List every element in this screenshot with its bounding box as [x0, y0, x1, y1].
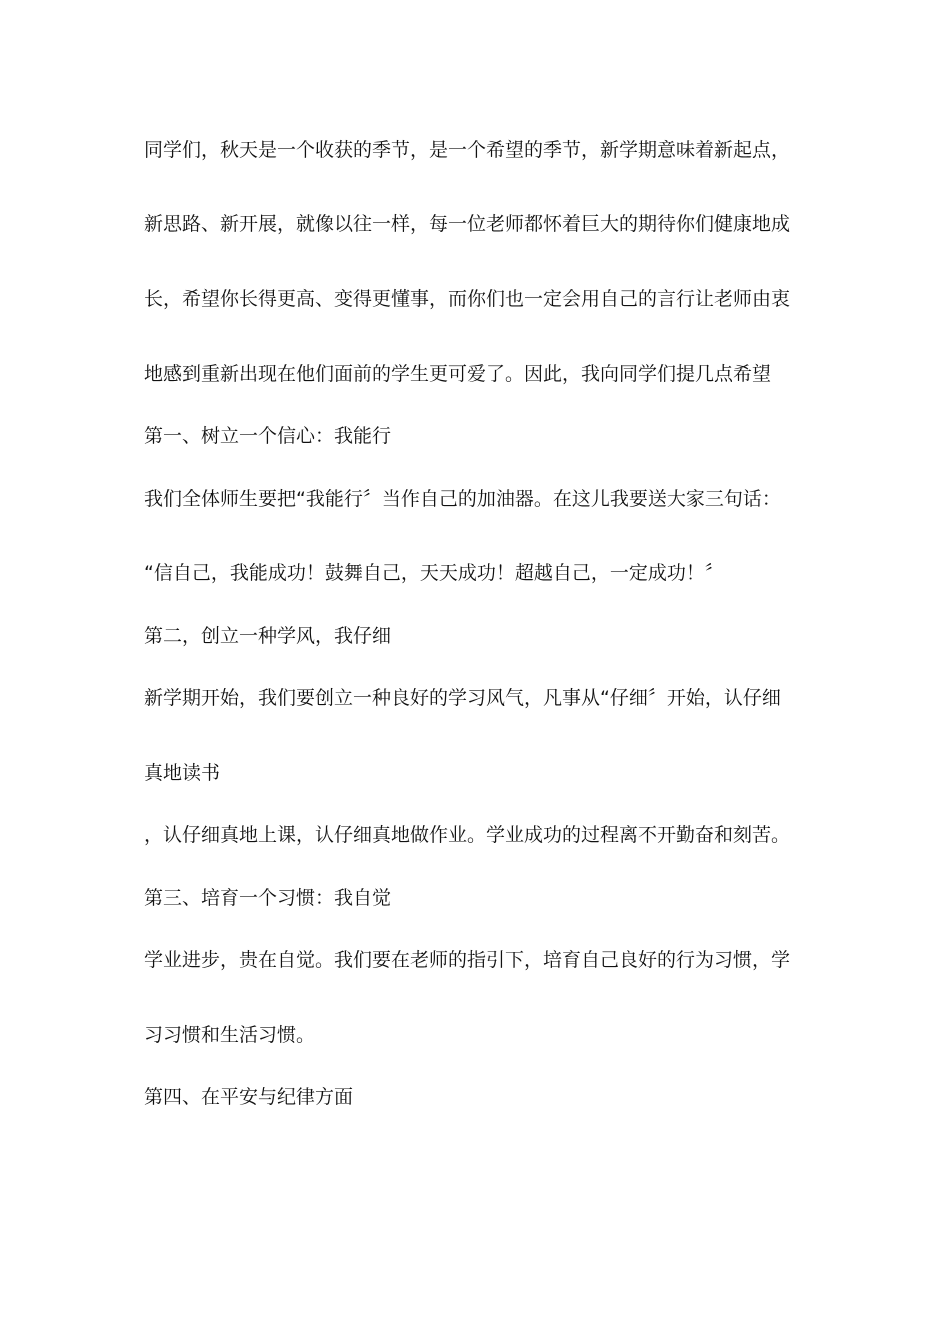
paragraph-line: 新思路、新开展，就像以往一样，每一位老师都怀着巨大的期待你们健康地成	[144, 213, 791, 235]
quote-line: “信自己，我能成功！鼓舞自己，天天成功！超越自己，一定成功！〞	[144, 562, 724, 584]
paragraph-line: 习习惯和生活习惯。	[144, 1024, 316, 1046]
paragraph-line: 我们全体师生要把“我能行〞当作自己的加油器。在这儿我要送大家三句话：	[144, 488, 781, 510]
paragraph-line: 地感到重新出现在他们面前的学生更可爱了。因此，我向同学们提几点希望	[144, 363, 772, 385]
paragraph-line: 长，希望你长得更高、变得更懂事，而你们也一定会用自己的言行让老师由衷	[144, 288, 791, 310]
paragraph-line: 学业进步，贵在自觉。我们要在老师的指引下，培育自己良好的行为习惯，学	[144, 949, 791, 971]
paragraph-line: 新学期开始，我们要创立一种良好的学习风气，凡事从“仔细〞开始，认仔细	[144, 687, 781, 709]
section-heading: 第二，创立一种学风，我仔细	[144, 625, 392, 647]
section-heading: 第一、树立一个信心：我能行	[144, 425, 392, 447]
section-heading: 第四、在平安与纪律方面	[144, 1086, 354, 1108]
paragraph-line: ，认仔细真地上课，认仔细真地做作业。学业成功的过程离不开勤奋和刻苦。	[144, 824, 791, 846]
section-heading: 第三、培育一个习惯：我自觉	[144, 887, 392, 909]
paragraph-line: 真地读书	[144, 762, 221, 784]
paragraph-line: 同学们，秋天是一个收获的季节，是一个希望的季节，新学期意味着新起点，	[144, 139, 791, 161]
